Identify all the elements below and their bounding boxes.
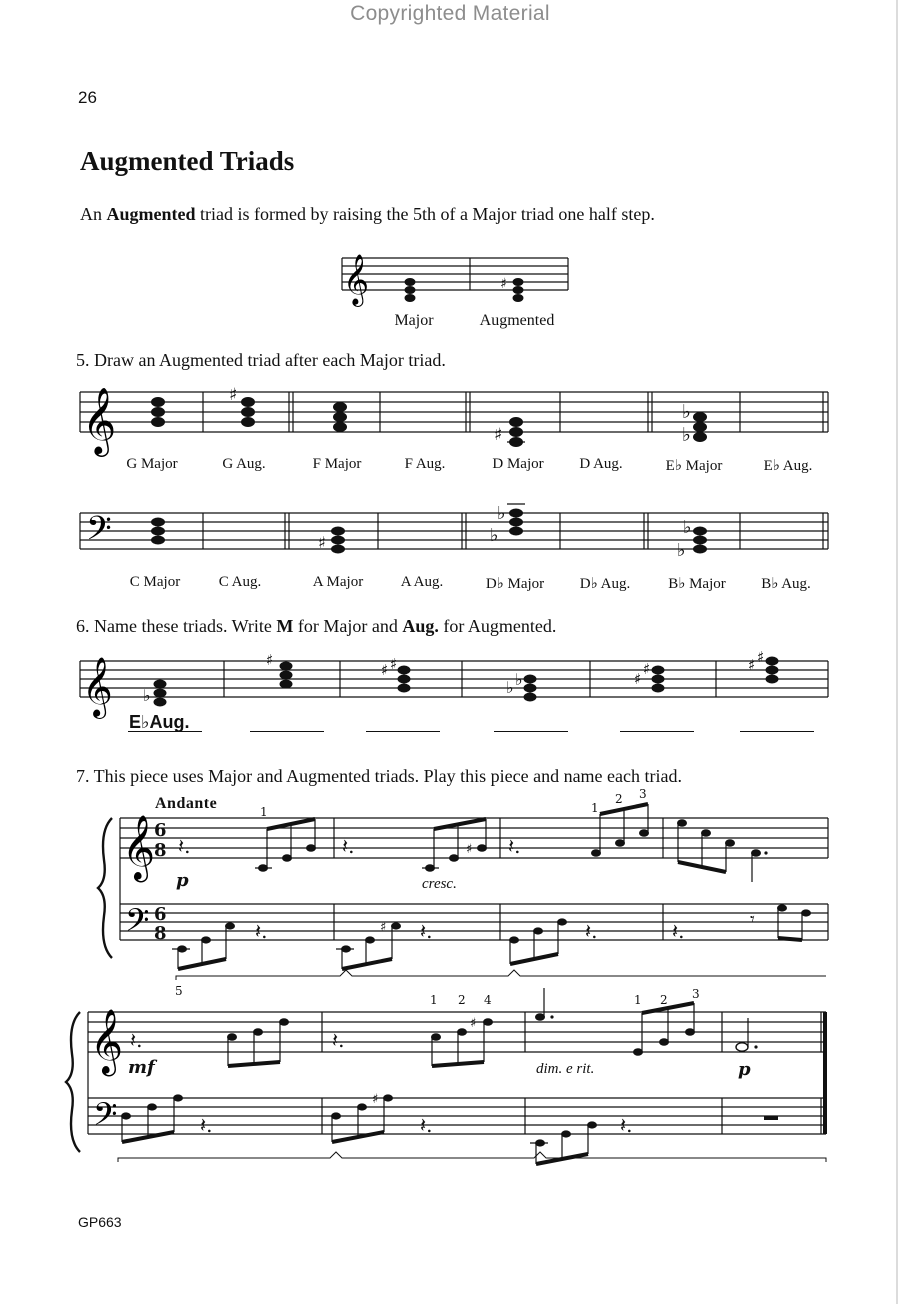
sharp-icon: ♯ (390, 655, 398, 673)
dynamic-p: p (176, 870, 189, 891)
sharp-icon: ♯ (229, 385, 238, 405)
fingering: 5 (175, 984, 183, 998)
time-sig-top: 6 (154, 904, 167, 925)
sharp-icon: ♯ (318, 533, 326, 552)
q5-label: D♭ Major (485, 576, 545, 592)
bass-clef-icon: 𝄢 (86, 510, 112, 556)
q6-mid: for Major and (293, 616, 403, 636)
time-sig-top: 6 (154, 820, 167, 841)
sharp-icon: ♯ (643, 660, 651, 678)
time-sig-bottom: 8 (154, 923, 167, 944)
rest-icon: 𝄽. (200, 1113, 213, 1137)
fingering: 2 (615, 792, 623, 806)
sharp-icon: ♯ (381, 661, 389, 679)
sharp-icon: ♯ (470, 1016, 477, 1031)
flat-icon: ♭ (677, 540, 686, 561)
q5-label: E♭ Major (665, 458, 723, 474)
q5-label: B♭ Aug. (761, 576, 811, 592)
rest-icon: 𝄽. (420, 1113, 433, 1137)
fingering: 1 (430, 993, 438, 1007)
flat-icon: ♭ (143, 686, 151, 705)
q5-label: C Major (129, 574, 181, 590)
q6-example-answer: E♭Aug. (129, 712, 190, 732)
q6-bold-aug: Aug. (402, 616, 439, 636)
sharp-icon: ♯ (266, 651, 274, 669)
sharp-icon: ♯ (757, 648, 765, 666)
sharp-icon: ♯ (634, 670, 642, 688)
page-number: 26 (78, 88, 97, 107)
q5-label: F Aug. (404, 456, 446, 472)
q5-label: F Major (312, 456, 362, 472)
q6-post: for Augmented. (438, 616, 557, 636)
treble-clef-icon: 𝄞 (122, 815, 156, 880)
dynamic-cresc: cresc. (422, 876, 457, 892)
q5-label: A Aug. (400, 574, 444, 590)
q5-text: 5. Draw an Augmented triad after each Major triad. (76, 350, 446, 370)
fingering: 1 (591, 801, 599, 815)
intro-post: triad is formed by raising the 5th of a Major triad one half step. (195, 204, 655, 224)
watermark: Copyrighted Material (350, 2, 550, 25)
rest-icon: 𝄽. (672, 919, 685, 943)
bass-clef-icon: 𝄢 (93, 1096, 118, 1140)
treble-clef-icon: 𝄞 (82, 657, 113, 717)
sharp-icon: ♯ (494, 425, 503, 445)
sample-label-augmented: Augmented (479, 312, 555, 329)
flat-icon: ♭ (515, 670, 523, 689)
bass-clef-icon: 𝄢 (125, 902, 150, 946)
q5-label: B♭ Major (668, 576, 726, 592)
q5-label: C Aug. (218, 574, 262, 590)
rest-icon: 𝄽. (255, 919, 268, 943)
dynamic-p-end: p (738, 1059, 751, 1080)
sharp-icon: ♯ (500, 276, 507, 292)
q6-bold-m: M (276, 616, 294, 636)
q5-label: D Aug. (579, 456, 623, 472)
eighth-rest-icon: 𝄾 (750, 909, 755, 930)
sharp-icon: ♯ (372, 1092, 379, 1107)
q5-label: E♭ Aug. (763, 458, 813, 474)
sharp-icon: ♯ (466, 842, 473, 857)
sample-label-major: Major (394, 312, 434, 329)
flat-icon: ♭ (682, 424, 691, 446)
time-sig-bottom: 8 (154, 840, 167, 861)
fingering: 4 (484, 993, 492, 1007)
flat-icon: ♭ (497, 503, 506, 524)
dynamic-dim-rit: dim. e rit. (536, 1061, 595, 1077)
rest-icon: 𝄽. (130, 1028, 143, 1052)
q5-label: D♭ Aug. (579, 576, 631, 592)
rest-icon: 𝄽. (420, 919, 433, 943)
q5-label: D Major (492, 456, 544, 472)
page-title: Augmented Triads (80, 146, 295, 176)
flat-icon: ♭ (506, 678, 514, 697)
footer-code: GP663 (78, 1214, 122, 1230)
treble-clef-icon: 𝄞 (82, 386, 117, 454)
q5-label: A Major (312, 574, 364, 590)
rest-icon: 𝄽. (332, 1028, 345, 1052)
flat-icon: ♭ (682, 401, 691, 423)
sharp-icon: ♯ (748, 656, 756, 674)
fingering: 1 (260, 805, 268, 819)
flat-icon: ♭ (683, 517, 692, 538)
dynamic-mf: mf (128, 1057, 155, 1078)
intro-bold: Augmented (106, 204, 196, 224)
q7-text: 7. This piece uses Major and Augmented triads. Play this piece and name each triad. (76, 766, 682, 786)
rest-icon: 𝄽. (620, 1113, 633, 1137)
treble-clef-icon: 𝄞 (343, 254, 370, 305)
intro-pre: An (80, 204, 107, 224)
rest-icon: 𝄽. (585, 919, 598, 943)
whole-rest-icon (764, 1116, 778, 1120)
rest-icon: 𝄽. (342, 834, 355, 858)
q5-label: G Major (126, 456, 178, 472)
fingering: 2 (458, 993, 466, 1007)
tempo-marking: Andante (155, 795, 218, 812)
sharp-icon: ♯ (380, 920, 387, 935)
fingering: 3 (692, 987, 700, 1001)
q5-label: G Aug. (222, 456, 266, 472)
flat-icon: ♭ (490, 525, 499, 546)
fingering: 1 (634, 993, 642, 1007)
fingering: 2 (660, 993, 668, 1007)
brace-icon (66, 1012, 80, 1152)
rest-icon: 𝄽. (508, 834, 521, 858)
treble-clef-icon: 𝄞 (90, 1009, 124, 1074)
fingering: 3 (639, 787, 647, 801)
rest-icon: 𝄽. (178, 834, 191, 858)
q6-pre: 6. Name these triads. Write (76, 616, 277, 636)
